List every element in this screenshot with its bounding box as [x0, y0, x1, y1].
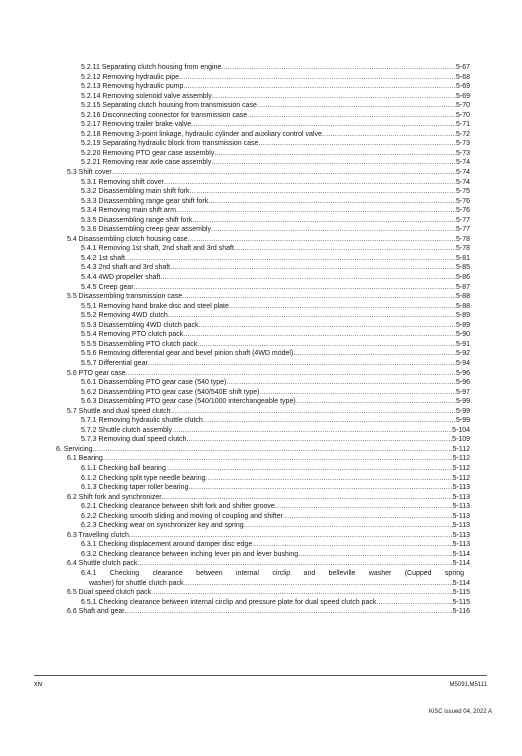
toc-entry-title: 5.2.15 Separating clutch housing from transmission case [81, 102, 257, 110]
toc-entry-title: 5.7.2 Shuttle clutch assembly [81, 426, 173, 434]
toc-entry-page: 5-74 [455, 159, 470, 167]
toc-entry[interactable] [56, 130, 470, 140]
toc-entry[interactable] [56, 168, 470, 178]
toc-entry-title: 5.5.3 Disassembling 4WD clutch pack [81, 321, 199, 329]
table-of-contents [56, 63, 470, 617]
toc-entry-page: 5-113 [452, 484, 470, 492]
dot-leader [214, 149, 456, 159]
toc-entry-page: 5-91 [455, 340, 470, 348]
toc-entry-page: 5-78 [455, 245, 470, 253]
toc-entry-page: 5-86 [455, 274, 470, 282]
toc-entry-page: 5-74 [455, 178, 470, 186]
toc-entry[interactable] [56, 454, 470, 464]
toc-entry-title: 5.2.11 Separating clutch housing from engine [81, 64, 222, 71]
toc-entry-page: 5-99 [455, 417, 470, 425]
toc-entry-title: 5.4 Disassembling clutch housing case [67, 235, 188, 243]
dot-leader [134, 283, 456, 293]
toc-entry[interactable] [56, 445, 470, 455]
dot-leader [208, 197, 456, 207]
toc-entry[interactable] [56, 388, 470, 398]
toc-entry[interactable] [56, 598, 470, 608]
toc-entry[interactable] [56, 216, 470, 226]
dot-leader [211, 225, 456, 235]
dot-leader [186, 435, 452, 445]
toc-entry-title: 5.4.1 Removing 1st shaft, 2nd shaft and 3rd shaft [81, 245, 234, 253]
toc-entry[interactable] [56, 540, 470, 550]
toc-entry-page: 5-74 [455, 169, 470, 177]
toc-entry-page: 5-113 [452, 512, 470, 520]
dot-leader [252, 540, 452, 550]
toc-entry-page: 5-70 [455, 102, 470, 110]
dot-leader [170, 263, 456, 273]
toc-entry-title: 6.1.1 Checking ball bearing [81, 464, 166, 472]
toc-entry[interactable] [56, 63, 470, 73]
dot-leader [93, 445, 453, 455]
toc-entry-title: 6.4 Shuttle clutch pack [67, 560, 138, 568]
toc-entry-page: 5-77 [455, 216, 470, 224]
toc-entry[interactable] [56, 416, 470, 426]
toc-entry-title: 6. Servicing [56, 445, 93, 453]
dot-leader [226, 378, 456, 388]
toc-entry[interactable] [56, 464, 470, 474]
toc-entry-title: 5.2.21 Removing rear axle case assembly [81, 159, 212, 167]
dot-leader [188, 483, 452, 493]
dot-leader [188, 235, 456, 245]
toc-entry-page: 5-68 [455, 73, 470, 81]
dot-leader [160, 273, 456, 283]
toc-entry-page: 5-112 [452, 474, 470, 482]
toc-entry[interactable] [56, 244, 470, 254]
toc-entry[interactable] [56, 550, 470, 560]
toc-entry[interactable] [56, 101, 470, 111]
toc-entry-title: 5.5.1 Removing hand brake disc and steel plate [81, 302, 229, 310]
toc-entry-page: 5-114 [452, 579, 470, 587]
toc-entry-title: 6.2.1 Checking clearance between shift fork and shifter groove [81, 503, 275, 511]
toc-entry[interactable] [56, 474, 470, 484]
toc-entry-title: 5.2.12 Removing hydraulic pipe [81, 73, 180, 81]
toc-entry-page: 5-89 [455, 312, 470, 320]
toc-entry[interactable] [56, 588, 470, 598]
toc-entry-page: 5-94 [455, 359, 470, 367]
toc-entry[interactable] [56, 569, 470, 579]
dot-leader [244, 521, 453, 531]
dot-leader [129, 531, 453, 541]
toc-entry-page: 5-88 [455, 302, 470, 310]
model-number: M5091,M5111 [449, 682, 487, 688]
toc-entry-title: 5.6.1 Disassembling PTO gear case (540 type) [81, 379, 227, 387]
toc-entry[interactable] [56, 111, 470, 121]
dot-leader [259, 388, 456, 398]
dot-leader [206, 474, 453, 484]
toc-entry-page: 5-109 [452, 436, 470, 444]
toc-entry[interactable] [56, 579, 470, 589]
toc-entry-page: 5-89 [455, 321, 470, 329]
dot-leader [212, 92, 456, 102]
toc-entry-page: 5-87 [455, 283, 470, 291]
toc-entry-page: 5-99 [455, 407, 470, 415]
toc-entry-page: 5-69 [455, 92, 470, 100]
dot-leader [257, 101, 456, 111]
toc-entry-title: 5.7.1 Removing hydraulic shuttle clutch [81, 417, 203, 425]
toc-entry-title: 5.5.7 Differential gear [81, 359, 148, 367]
toc-entry[interactable] [56, 82, 470, 92]
dot-leader [183, 82, 456, 92]
toc-entry-title: 5.2.14 Removing solenoid valve assembly [81, 92, 212, 100]
toc-entry-title: 6.2 Shift fork and synchronizer [67, 493, 162, 501]
toc-entry-page: 5-112 [452, 445, 470, 453]
toc-entry-title: 5.7 Shuttle and dual speed clutch [67, 407, 171, 415]
toc-entry-page: 5-99 [455, 398, 470, 406]
dot-leader [190, 187, 456, 197]
toc-entry[interactable] [56, 493, 470, 503]
dot-leader [172, 426, 452, 436]
toc-entry-page: 5-76 [455, 197, 470, 205]
toc-entry-title: 6.5.1 Checking clearance between internal circlip and pressure plate for dual speed clutch pack [81, 598, 377, 606]
dot-leader [168, 311, 456, 321]
toc-entry-title: 5.6.3 Disassembling PTO gear case (540/1000 interchangeable type) [81, 398, 296, 406]
toc-entry[interactable] [56, 225, 470, 235]
dot-leader [103, 454, 453, 464]
toc-entry[interactable] [56, 178, 470, 188]
toc-entry-title: 5.4.5 Creep gear [81, 283, 134, 291]
dot-leader [183, 330, 456, 340]
toc-entry[interactable] [56, 397, 470, 407]
toc-entry-page: 5-97 [455, 388, 470, 396]
toc-entry[interactable] [56, 139, 470, 149]
toc-entry[interactable] [56, 206, 470, 216]
toc-entry-page: 5-96 [455, 379, 470, 387]
toc-entry-title: 5.3.4 Removing main shift arm [81, 207, 176, 215]
toc-entry[interactable] [56, 273, 470, 283]
toc-entry-title: 5.5 Disassembling transmission case [67, 293, 183, 301]
toc-entry-title: 5.7.3 Removing dual speed clutch [81, 436, 187, 444]
toc-entry-page: 5-90 [455, 331, 470, 339]
toc-entry-page: 5-70 [455, 111, 470, 119]
toc-entry[interactable] [56, 235, 470, 245]
toc-entry-page: 5-114 [452, 560, 470, 568]
toc-entry[interactable] [56, 378, 470, 388]
dot-leader [229, 302, 456, 312]
toc-entry-title: 6.3 Travelling clutch [67, 531, 129, 539]
toc-entry-page: 5-73 [455, 140, 470, 148]
toc-entry[interactable] [56, 435, 470, 445]
toc-entry-title: 6.1 Bearing [67, 455, 103, 463]
toc-entry-title: 6.6 Shaft and gear [67, 608, 125, 616]
dot-leader [184, 579, 453, 589]
toc-entry-page: 5-81 [455, 254, 470, 262]
dot-leader [247, 111, 456, 121]
toc-entry-page: 5-115 [452, 589, 470, 597]
toc-entry-title: 6.3.1 Checking displacement around damper disc edge [81, 541, 253, 549]
toc-entry[interactable] [56, 197, 470, 207]
toc-entry[interactable] [56, 292, 470, 302]
toc-entry-title: 5.4.3 2nd shaft and 3rd shaft [81, 264, 171, 272]
toc-entry-title: 5.3.1 Removing shift cover [81, 178, 164, 186]
toc-entry-page: 5-112 [452, 464, 470, 472]
toc-entry-page: 5-114 [452, 550, 470, 558]
dot-leader [211, 158, 456, 168]
toc-entry-title: 5.3.5 Disassembling range shift fork [81, 216, 193, 224]
toc-entry-title: 6.5 Dual speed clutch pack [67, 589, 152, 597]
toc-entry[interactable] [56, 158, 470, 168]
toc-entry[interactable] [56, 120, 470, 130]
dot-leader [166, 464, 453, 474]
toc-entry-page: 5-112 [452, 455, 470, 463]
page-number: xiv [34, 681, 43, 688]
toc-entry-page: 5-75 [455, 188, 470, 196]
toc-entry-page: 5-78 [455, 235, 470, 243]
toc-entry-title: 5.6.2 Disassembling PTO gear case (540/540E shift type) [81, 388, 260, 396]
toc-entry[interactable] [56, 73, 470, 83]
toc-entry[interactable] [56, 502, 470, 512]
toc-entry-title: 5.2.20 Removing PTO gear case assembly [81, 149, 215, 157]
toc-entry-title: 5.2.13 Removing hydraulic pump [81, 83, 184, 91]
dot-leader [322, 130, 456, 140]
dot-leader [179, 73, 456, 83]
toc-entry-title: 5.5.6 Removing differential gear and bevel pinion shaft (4WD model) [81, 350, 294, 358]
toc-entry[interactable] [56, 263, 470, 273]
toc-entry[interactable] [56, 559, 470, 569]
toc-entry[interactable] [56, 283, 470, 293]
toc-entry-title: 5.2.17 Removing trailer brake valve [81, 121, 192, 129]
toc-entry[interactable] [56, 531, 470, 541]
toc-entry-title: 5.2.19 Separating hydraulic block from transmission case [81, 140, 259, 148]
dot-leader [125, 607, 453, 617]
toc-entry-title: 5.3.6 Disassembling creep gear assembly [81, 226, 211, 234]
toc-entry-title: 5.3.3 Disassembling range gear shift fork [81, 197, 209, 205]
toc-entry-page: 5-96 [455, 369, 470, 377]
toc-entry[interactable] [56, 340, 470, 350]
dot-leader [182, 292, 456, 302]
toc-entry[interactable] [56, 607, 470, 617]
dot-leader [258, 139, 456, 149]
toc-entry[interactable] [56, 321, 470, 331]
toc-entry-page: 5-72 [455, 130, 470, 138]
toc-entry[interactable] [56, 254, 470, 264]
toc-entry-page: 5-92 [455, 350, 470, 358]
toc-entry-title: 6.4.1 Checking clearance between internal circlip and belleville washer (Cupped spring [81, 569, 464, 577]
footer-divider [34, 675, 487, 676]
dot-leader [376, 598, 452, 608]
dot-leader [137, 559, 452, 569]
toc-entry-page: 5-88 [455, 293, 470, 301]
toc-entry-title: washer) for shuttle clutch pack [89, 579, 184, 587]
toc-entry-page: 5-104 [452, 426, 470, 434]
toc-entry-title: 5.2.16 Disconnecting connector for transmission case [81, 111, 248, 119]
dot-leader [298, 550, 452, 560]
toc-entry-page: 5-116 [452, 608, 470, 616]
toc-entry-page: 5-113 [452, 531, 470, 539]
toc-entry-page: 5-67 [455, 64, 470, 71]
toc-entry-title: 6.3.2 Checking clearance between inching lever pin and lever bushing [81, 550, 299, 558]
dot-leader [293, 349, 456, 359]
dot-leader [192, 216, 456, 226]
toc-entry-title: 6.1.3 Checking taper roller bearing [81, 484, 189, 492]
dot-leader [221, 63, 456, 73]
toc-entry-page: 5-76 [455, 207, 470, 215]
toc-entry[interactable] [56, 311, 470, 321]
toc-entry-page: 5-115 [452, 598, 470, 606]
toc-entry-page: 5-113 [452, 493, 470, 501]
dot-leader [283, 512, 453, 522]
toc-entry-title: 5.4.2 1st shaft [81, 254, 125, 262]
dot-leader [151, 588, 453, 598]
dot-leader [203, 416, 456, 426]
toc-entry[interactable] [56, 92, 470, 102]
toc-entry-page: 5-77 [455, 226, 470, 234]
dot-leader [112, 168, 456, 178]
toc-entry[interactable] [56, 330, 470, 340]
toc-entry-title: 5.5.2 Removing 4WD clutch [81, 312, 168, 320]
issue-info: KiSC issued 04, 2022 A [428, 709, 492, 715]
toc-entry[interactable] [56, 149, 470, 159]
dot-leader [275, 502, 453, 512]
dot-leader [148, 359, 456, 369]
toc-entry-page: 5-69 [455, 83, 470, 91]
dot-leader [234, 244, 456, 254]
toc-entry-page: 5-113 [452, 541, 470, 549]
toc-entry-title: 6.2.3 Checking wear on synchronizer key and spring [81, 522, 244, 530]
toc-entry[interactable] [56, 426, 470, 436]
toc-entry[interactable] [56, 369, 470, 379]
dot-leader [296, 397, 456, 407]
toc-entry-title: 5.2.18 Removing 3-point linkage, hydraulic cylinder and auxiliary control valve [81, 130, 322, 138]
toc-entry-page: 5-113 [452, 503, 470, 511]
dot-leader [191, 120, 456, 130]
toc-entry[interactable] [56, 187, 470, 197]
toc-entry-title: 5.3 Shift cover [67, 169, 112, 177]
toc-entry-page: 5-73 [455, 149, 470, 157]
toc-entry-title: 5.5.5 Disassembling PTO clutch pack [81, 340, 198, 348]
dot-leader [164, 178, 456, 188]
toc-entry[interactable] [56, 521, 470, 531]
toc-entry[interactable] [56, 512, 470, 522]
toc-entry[interactable] [56, 302, 470, 312]
toc-entry-title: 6.2.2 Checking smooth sliding and moving of coupling and shifter [81, 512, 283, 520]
toc-entry[interactable] [56, 359, 470, 369]
toc-entry-page: 5-85 [455, 264, 470, 272]
toc-entry-title: 5.4.4 4WD propeller shaft [81, 274, 161, 282]
toc-entry-page: 5-71 [455, 121, 470, 129]
toc-entry-title: 6.1.2 Checking split type needle bearing [81, 474, 206, 482]
dot-leader [171, 407, 456, 417]
dot-leader [197, 340, 456, 350]
dot-leader [126, 369, 456, 379]
dot-leader [199, 321, 456, 331]
toc-entry-title: 5.6 PTO gear case [67, 369, 126, 377]
toc-entry[interactable] [56, 349, 470, 359]
toc-entry-title: 5.3.2 Disassembling main shift fork [81, 188, 190, 196]
toc-entry-page: 5-113 [452, 522, 470, 530]
dot-leader [176, 206, 456, 216]
toc-entry[interactable] [56, 483, 470, 493]
toc-entry-title: 5.5.4 Removing PTO clutch pack [81, 331, 184, 339]
dot-leader [162, 493, 453, 503]
toc-entry[interactable] [56, 407, 470, 417]
dot-leader [125, 254, 456, 264]
